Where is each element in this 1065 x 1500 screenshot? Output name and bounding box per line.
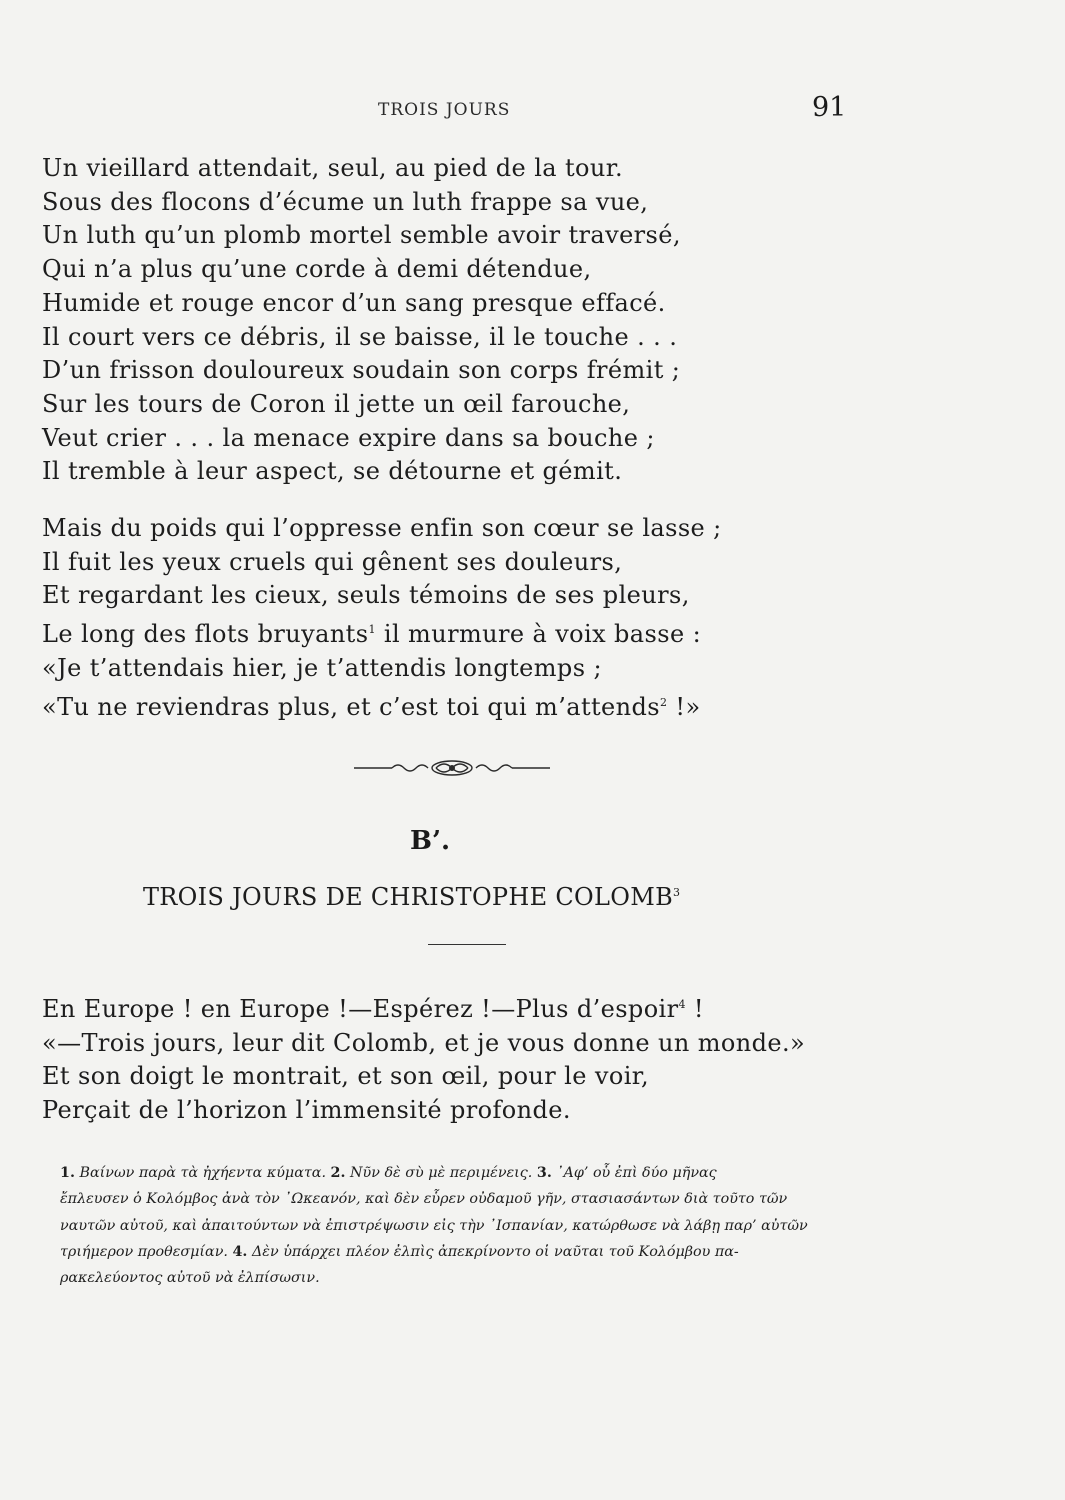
footnote-number: 4. bbox=[232, 1243, 248, 1260]
verse-text-after: il murmure à voix basse : bbox=[375, 620, 702, 649]
verse-line: Et son doigt le montrait, et son œil, pour le voir, bbox=[42, 1062, 650, 1091]
verse-text: En Europe ! en Europe !—Espérez !—Plus d’espoir bbox=[42, 995, 679, 1023]
verse-line: Il tremble à leur aspect, se détourne et gémit. bbox=[42, 457, 623, 486]
footnote-text: Δὲν ὑπάρχει πλέον ἐλπὶς ἀπεκρίνοντο οἱ ναῦται τοῦ Κολόμβου πα- bbox=[247, 1243, 739, 1260]
verse-line: Un vieillard attendait, seul, au pied de la tour. bbox=[42, 154, 624, 182]
verse-line: Mais du poids qui l’oppresse enfin son cœur se lasse ; bbox=[42, 514, 722, 542]
verse-line: Perçait de l’horizon l’immensité profonde. bbox=[42, 1096, 571, 1125]
running-head: TROIS JOURS bbox=[378, 100, 511, 120]
footnote-text: ἔπλευσεν ὁ Κολόμβος ἀνὰ τὸν ᾿Ωκεανόν, καὶ δὲν εὗρεν οὐδαμοῦ γῆν, στασιασάντων διὰ τοῦτο τῶν bbox=[60, 1191, 788, 1208]
verse-line: Et regardant les cieux, seuls témoins de ses pleurs, bbox=[42, 581, 690, 610]
footnote-number: 2. bbox=[330, 1165, 346, 1181]
verse-line: Sous des flocons d’écume un luth frappe sa vue, bbox=[42, 187, 649, 216]
poem-title-note: 3 bbox=[673, 886, 681, 899]
footnote-marker: 2 bbox=[659, 695, 668, 709]
footnote-number: 1. bbox=[60, 1165, 75, 1181]
verse-line: «Je t’attendais hier, je t’attendis longtemps ; bbox=[42, 653, 602, 682]
verse-text-after: ! bbox=[685, 995, 704, 1023]
footnote-marker: 1 bbox=[368, 623, 376, 637]
verse-line: Il fuit les yeux cruels qui gênent ses douleurs, bbox=[42, 547, 623, 576]
verse-line: Il court vers ce débris, il se baisse, il le touche . . . bbox=[42, 322, 678, 351]
footnote-line bbox=[60, 1213, 860, 1239]
footnote-text: Νῦν δὲ σὺ μὲ περιμένεις. bbox=[345, 1165, 537, 1181]
footnote-text: ρακελεύοντος αὐτοῦ νὰ ἐλπίσωσιν. bbox=[60, 1270, 320, 1287]
footnote-text: Βαίνων παρὰ τὰ ἠχήεντα κύματα. bbox=[74, 1165, 331, 1181]
verse-line bbox=[42, 686, 872, 725]
stanza-three bbox=[42, 988, 872, 1128]
verse-text: Le long des flots bruyants bbox=[42, 620, 369, 649]
verse-text: «Tu ne reviendras plus, et c’est toi qui m’attends bbox=[42, 692, 660, 721]
footnote-line bbox=[60, 1186, 860, 1212]
footnote-number: 3. bbox=[536, 1165, 552, 1181]
stanza-one bbox=[42, 152, 872, 489]
section-label: B’. bbox=[410, 826, 451, 856]
verse-line bbox=[42, 613, 872, 652]
title-rule bbox=[428, 944, 506, 945]
footnote-text: ᾿Αφ’ οὗ ἐπὶ δύο μῆνας bbox=[551, 1165, 717, 1181]
poem-title bbox=[143, 883, 680, 911]
footnote-line bbox=[60, 1265, 860, 1291]
footnote-line bbox=[60, 1239, 860, 1265]
poem-title-text: TROIS JOURS DE CHRISTOPHE COLOMB bbox=[143, 883, 674, 911]
verse-line: Sur les tours de Coron il jette un œil farouche, bbox=[42, 389, 631, 418]
page-number: 91 bbox=[812, 92, 847, 123]
verse-line: Veut crier . . . la menace expire dans sa bouche ; bbox=[42, 423, 655, 452]
verse-line bbox=[42, 988, 872, 1027]
stanza-two bbox=[42, 512, 872, 724]
verse-text-after: !» bbox=[667, 692, 701, 721]
fleuron-ornament-icon bbox=[352, 756, 552, 780]
footnote-text: ναυτῶν αὐτοῦ, καὶ ἀπαιτούντων νὰ ἐπιστρέψωσιν εἰς τὴν ᾿Ισπανίαν, κατώρθωσε νὰ λάβῃ παρ’ αὐτῶν bbox=[60, 1217, 808, 1234]
footnote-line bbox=[60, 1160, 860, 1186]
verse-line: Un luth qu’un plomb mortel semble avoir traversé, bbox=[42, 221, 681, 250]
footnote-marker: 4 bbox=[678, 998, 686, 1011]
verse-line: «—Trois jours, leur dit Colomb, et je vous donne un monde.» bbox=[42, 1028, 806, 1057]
footnotes bbox=[60, 1160, 860, 1291]
verse-line: Humide et rouge encor d’un sang presque effacé. bbox=[42, 288, 666, 317]
footnote-text: τριήμερον προθεσμίαν. bbox=[60, 1243, 233, 1260]
verse-line: D’un frisson douloureux soudain son corps frémit ; bbox=[42, 356, 681, 385]
verse-line: Qui n’a plus qu’une corde à demi détendue, bbox=[42, 255, 592, 284]
